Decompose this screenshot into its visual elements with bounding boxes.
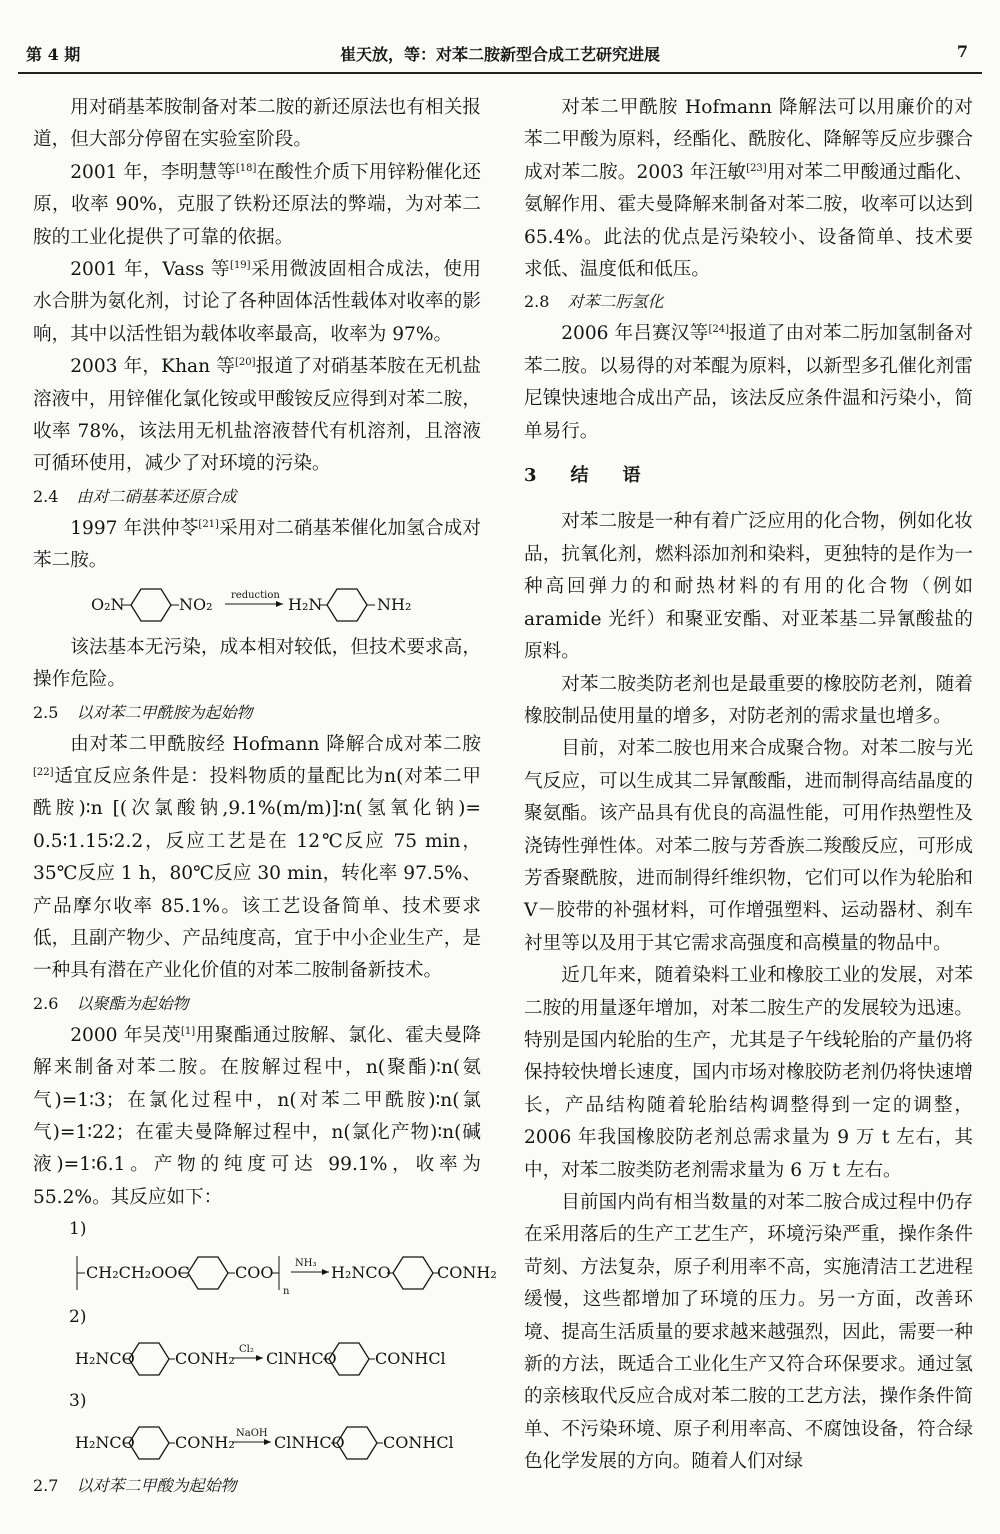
left-column [33, 92, 497, 1502]
citation: [20] [235, 357, 256, 369]
paragraph: 目前，对苯二胺也用来合成聚合物。对苯二胺与光气反应，可以生成其二异氰酸酯，进而制得高结晶度的聚氨酯。该产品具有优良的高温性能，可用作热塑性及浇铸性弹性体。对苯二胺与芳香族二羧酸反应，可形成芳香聚酰胺，进而制得纤维织物，它们可以作为轮胎和 V－胶带的补强材料，可作增强塑料、运动器材、刹车衬里等以及用于其它需求高强度和高模量的物品中。 [524, 738, 973, 954]
page-number: 7 [956, 42, 968, 61]
svg-text:O₂N: O₂N [91, 594, 125, 614]
paragraph: 该法基本无污染，成本相对较低，但技术要求高，操作危险。 [33, 636, 481, 691]
step-label: 1) [69, 1219, 87, 1240]
svg-text:CONH₂: CONH₂ [175, 1433, 235, 1453]
section-heading-2-6: 2.6 以聚酯为起始物 [33, 993, 189, 1013]
citation: [18] [235, 162, 257, 174]
svg-text:ClNHCO: ClNHCO [274, 1433, 345, 1453]
paragraph: 2003 年，Khan 等[20]报道了对硝基苯胺在无机盐溶液中，用锌催化氯化铵或甲酸铵反应得到对苯二胺，收率 78%，该法用无机盐溶液替代有机溶剂，且溶液可循环使用，减少了对环境的污染。 [33, 356, 481, 475]
svg-text:reduction: reduction [231, 589, 280, 601]
paragraph: 对苯二甲酰胺 Hofmann 降解法可以用廉价的对苯二甲酸为原料，经酯化、酰胺化、降解等反应步骤合成对苯二胺。2003 年汪敏[23]用对苯二甲酸通过酯化、氨解作用、霍夫曼降解来制备对苯二胺，收率可以达到 65.4%。此法的优点是污染较小、设备简单、技术要求低、温度低和低压。 [524, 97, 973, 281]
step-label: 3) [69, 1391, 87, 1412]
svg-text:n: n [283, 1286, 290, 1298]
reaction-equation-reduction [33, 582, 481, 628]
paragraph: 用对硝基苯胺制备对苯二胺的新还原法也有相关报道，但大部分停留在实验室阶段。 [33, 97, 481, 151]
citation: [19] [230, 259, 251, 271]
svg-text:Cl₂: Cl₂ [239, 1344, 254, 1356]
paragraph: 2001 年，李明慧等[18]在酸性介质下用锌粉催化还原，收率 90%，克服了铁粉还原法的弊端，为对苯二胺的工业化提供了可靠的依据。 [33, 161, 481, 248]
citation: [21] [198, 518, 219, 530]
section-heading-2-5: 2.5 以对苯二甲酰胺为起始物 [33, 702, 253, 722]
step-label: 2) [69, 1307, 87, 1328]
paragraph: 近几年来，随着染料工业和橡胶工业的发展，对苯二胺的用量逐年增加，对苯二胺生产的发展较为迅速。特别是国内轮胎的生产，尤其是子午线轮胎的产量仍将保持较快增长速度，国内市场对橡胶防老剂仍将快速增长，产品结构随着轮胎结构调整得到一定的调整，2006 年我国橡胶防老剂总需求量为 9 万 t 左右，其中，对苯二胺类防老剂需求量为 6 万 t 左右。 [524, 965, 973, 1181]
benzene-ring [129, 1343, 169, 1375]
svg-text:COO: COO [235, 1263, 274, 1283]
svg-text:H₂NCO: H₂NCO [75, 1349, 135, 1369]
benzene-ring [393, 1257, 433, 1289]
svg-text:NH₂: NH₂ [377, 594, 412, 614]
citation: [22] [33, 766, 54, 778]
paragraph: 2001 年，Vass 等[19]采用微波固相合成法，使用水合肼为氨化剂，讨论了各种固体活性载体对收率的影响，其中以活性铝为载体收率最高，收率为 97%。 [33, 259, 481, 345]
benzene-ring [327, 589, 367, 621]
section-heading-2-4: 2.4 由对二硝基苯还原合成 [33, 486, 237, 506]
svg-text:CONHCl: CONHCl [383, 1433, 454, 1453]
paragraph: 2000 年吴茂[1]用聚酯通过胺解、氯化、霍夫曼降解来制备对苯二胺。在胺解过程中，n(聚酯)∶n(氨气)=1∶3；在氯化过程中，n(对苯二甲酰胺)∶n(氯气)=1∶22；在霍夫曼降解过程中，n(氯化产物)∶n(碱液)=1∶6.1。产物的纯度可达 99.1%，收率为 55.2%。其反应如下： [33, 1024, 481, 1208]
benzene-ring [188, 1257, 228, 1289]
paragraph: 1997 年洪仲苓[21]采用对二硝基苯催化加氢合成对苯二胺。 [33, 517, 481, 572]
paragraph: 目前国内尚有相当数量的对苯二胺合成过程中仍存在采用落后的生产工艺生产，环境污染严重，操作条件苛刻、方法复杂，原子利用率不高，实施清洁工艺进程缓慢，这些都增加了环境的压力。另一方面，改善环境、提高生活质量的要求越来越强烈，因此，需要一种新的方法，既适合工业化生产又符合环保要求。通过氢的亲核取代反应合成对苯二胺的工艺方法，操作条件简单、不污染环境、原子利用率高、不腐蚀设备，符合绿色化学发展的方向。随着人们对绿 [524, 1192, 973, 1473]
citation: [23] [746, 162, 767, 174]
svg-text:NH₃: NH₃ [295, 1258, 317, 1270]
paragraph: 对苯二胺是一种有着广泛应用的化合物，例如化妆品，抗氧化剂，燃料添加剂和染料，更独特的是作为一种高回弹力的和耐热材料的有用的化合物（例如 aramide 光纤）和聚亚安酯、对亚苯基二异氰酸盐的原料。 [524, 511, 973, 663]
benzene-ring [131, 589, 171, 621]
svg-text:H₂NCO: H₂NCO [331, 1263, 391, 1283]
benzene-ring [129, 1427, 169, 1459]
section-heading-2-7: 2.7 以对苯二甲酸为起始物 [33, 1476, 237, 1496]
paragraph: 由对苯二甲酰胺经 Hofmann 降解合成对苯二胺[22]适宜反应条件是：投料物质的量配比为n(对苯二甲酰胺)∶n [(次氯酸钠,9.1%(m/m)]∶n(氢氧化钠)= 0.5∶1.15∶2.2，反应工艺是在 12℃反应 75 min，35℃反应 1 h，80℃反应 30 min，转化率 97.5%、产品摩尔收率 85.1%。该工艺设备简单、技术要求低，且副产物少、产品纯度高，宜于中小企业生产，是一种具有潜在产业化价值的对苯二胺制备新技术。 [33, 733, 481, 982]
reaction-equation-hofmann [33, 1420, 481, 1466]
paragraph: 对苯二胺类防老剂也是最重要的橡胶防老剂，随着橡胶制品使用量的增多，对防老剂的需求量也增多。 [524, 673, 973, 727]
paragraph: 2006 年吕赛汉等[24]报道了由对苯二肟加氢制备对苯二胺。以易得的对苯醌为原料，以新型多孔催化剂雷尼镍快速地合成出产品，该法反应条件温和污染小，简单易行。 [524, 323, 973, 442]
svg-text:NaOH: NaOH [236, 1428, 268, 1440]
section-heading-2-8: 2.8 对苯二肟氢化 [524, 292, 664, 312]
right-column [524, 92, 973, 1479]
running-title: 崔天放，等：对苯二胺新型合成工艺研究进展 [339, 45, 660, 64]
reaction-equation-ammonolysis [33, 1248, 497, 1298]
svg-text:CONH₂: CONH₂ [437, 1263, 497, 1283]
citation: [1] [181, 1025, 196, 1037]
citation: [24] [708, 324, 729, 336]
svg-text:CH₂CH₂OOC: CH₂CH₂OOC [86, 1263, 190, 1283]
svg-text:H₂N: H₂N [288, 594, 323, 614]
reaction-equation-chlorination [33, 1336, 481, 1382]
svg-text:CONHCl: CONHCl [375, 1349, 446, 1369]
svg-text:H₂NCO: H₂NCO [75, 1433, 135, 1453]
running-header [18, 36, 982, 74]
issue-number: 第 4 期 [26, 45, 81, 64]
svg-text:CONH₂: CONH₂ [175, 1349, 235, 1369]
svg-text:ClNHCO: ClNHCO [266, 1349, 337, 1369]
svg-text:NO₂: NO₂ [179, 594, 213, 614]
section-heading-3: 3 结 语 [524, 465, 649, 487]
